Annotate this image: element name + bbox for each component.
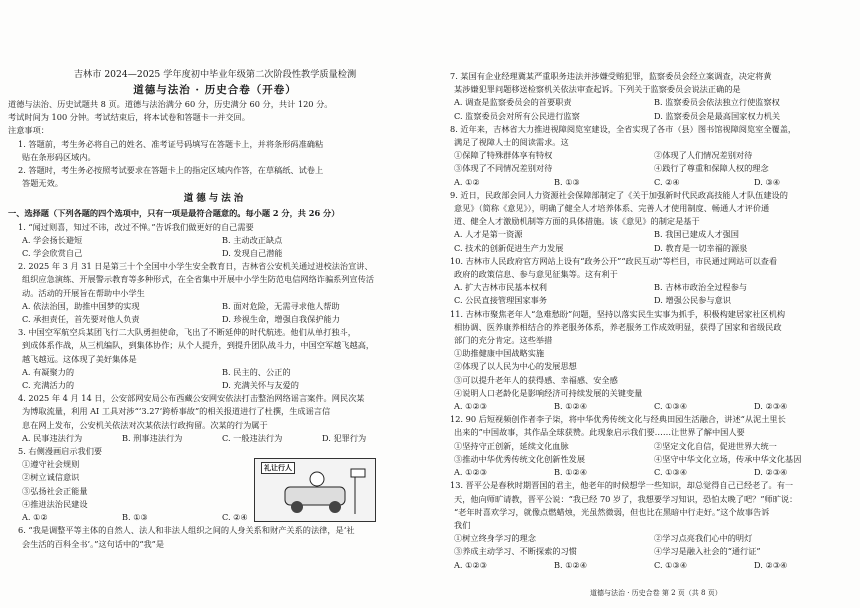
option: B. 面对危险，无需寻求他人帮助	[222, 300, 340, 311]
left-questions	[8, 221, 422, 551]
question-line: 某涉嫌犯罪问题移送检察机关依法审查起诉。下列关于监察委员会说法正确的是	[454, 84, 741, 95]
question-line	[8, 379, 422, 392]
question-line: 我们	[454, 519, 471, 530]
question-line	[440, 559, 854, 572]
question-line: 7. 某国有企业经理冀某严重职务违法并涉嫌受贿犯罪，监察委员会经立案调查，决定将黄	[450, 71, 772, 81]
question-line: 13. 晋平公是春秋时期晋国的君主，他老年的时候想学一些知识，却总觉得自己已经老了。有一	[450, 480, 794, 491]
option: A. 依法治国，助推中国梦的实现	[22, 300, 140, 311]
question-line: 4. 2025 年 4 月 14 日，公安部网安局公布西藏公安网安依法打击整治网络谣言案件。网民次某	[18, 393, 365, 404]
option: A. ①②	[454, 176, 480, 187]
exam-subtitle: 道德与法治 · 历史合卷（开卷）	[133, 84, 297, 96]
option: B. ①③	[554, 176, 580, 187]
question-line: 10. 吉林市人民政府官方网站上设有“政务公开”“政民互动”等栏目，市民通过网站可以查看	[450, 255, 778, 266]
question-line: ③可以提升老年人的获得感、幸福感、安全感	[454, 374, 618, 385]
question-line: 到成体系作战，从三机编队，到集体协作；从个人提升，到提升团队战斗力，中国空军越飞越高，	[22, 340, 375, 351]
option: A. ①②	[22, 512, 48, 523]
right-column	[440, 70, 854, 572]
option: ②学习点亮我们心中的明灯	[654, 533, 753, 544]
question-line: 会生活的百科全书’。”这句话中的“我”是	[22, 538, 165, 549]
intro-line: 考试时间为 100 分钟。考试结束后，将本试卷和答题卡一并交回。	[8, 112, 250, 123]
option: ④践行了尊重和保障人权的理念	[654, 163, 769, 174]
question-line: ④推进法治民建设	[22, 498, 88, 509]
question-line	[8, 366, 422, 379]
question-line	[440, 294, 854, 307]
option: C. 学会欣赏自己	[22, 248, 83, 259]
cartoon-caption: 礼让行人	[261, 462, 295, 474]
question-line: 8. 近年来，吉林省大力推进视障阅览室建设，全省实现了各市（县）图书馆视障阅览室全覆盖，	[450, 123, 797, 134]
option: ①保障了特殊群体享有特权	[454, 150, 553, 161]
option: B. 吉林市政治全过程参与	[654, 282, 748, 293]
option: B. ①③	[122, 512, 148, 523]
question-line	[440, 242, 854, 255]
option: B. 监察委员会依法独立行使监察权	[654, 97, 780, 108]
option: A. ①②③	[454, 467, 488, 478]
note-line: 2. 答题时，考生务必按照考试要求在答题卡上的指定区域内作答，在草稿纸、试卷上	[18, 165, 324, 176]
option: ④坚守中华文化立场，传承中华文化基因	[654, 453, 802, 464]
note-line: 答题无效。	[22, 178, 63, 189]
option: C. ①③④	[654, 559, 688, 570]
option: A. 有凝聚力的	[22, 366, 75, 377]
question-line: 5. 右侧漫画启示我们要	[18, 446, 103, 457]
question-line: 为博取流量，利用 AI 工具对涉“‘3.27’跨桥事故”的相关报道进行了杜撰，生成谣言信	[22, 406, 331, 417]
section-title: 道德与法治	[183, 193, 247, 205]
option: ②体现了人们情况差别对待	[654, 150, 753, 161]
question-line: 天，他向师旷请教，晋平公说：“我已经 70 岁了，我想要学习知识，恐怕太晚了吧？”师旷说：	[454, 493, 798, 504]
option: C. 监察委员会对所有公民进行监察	[454, 110, 580, 121]
question-line	[440, 281, 854, 294]
option: D. 犯罪行为	[322, 432, 367, 443]
question-line	[440, 545, 854, 558]
option: B. 民主的、公正的	[222, 366, 291, 377]
option: C. 承担责任，首先要对他人负责	[22, 314, 140, 325]
option: ④学习是融入社会的“通行证”	[654, 546, 761, 557]
question-line: 6. “我是调整平等主体的自然人、法人和非法人组织之间的人身关系和财产关系的法律，是‘社	[18, 525, 355, 536]
question-line: 道、健全人才激励机制等方面的具体措施。该《意见》的制定是基于	[454, 216, 700, 227]
part-title: 一、选择题（下列各题的四个选项中，只有一项是最符合题意的。每小题 2 分，共 26 分）	[8, 208, 340, 219]
question-line: 意见》（简称《意见》），明确了健全人才培养体系、完善人才使用制度、畅通人才评价通	[454, 203, 770, 214]
option: A. ①②③	[454, 559, 488, 570]
option: D. ③④	[754, 176, 781, 187]
question-line: 3. 中国空军航空兵某团飞行二大队勇担使命，飞出了不断延伸的时代航迹。他们从单打独斗，	[18, 327, 356, 338]
question-line: “老年时喜欢学习，就像点燃蜡烛，光虽然微弱，但也比在黑暗中行走好。”这个故事告诉	[454, 506, 770, 517]
option: A. 学会扬长避短	[22, 234, 83, 245]
question-line	[440, 453, 854, 466]
option: C. ①③④	[654, 401, 688, 412]
question-line: 息在网上发布，公安机关依法对次某依法行政拘留。次某的行为属于	[22, 419, 268, 430]
option: C. ②④	[654, 176, 680, 187]
question-line	[8, 234, 422, 247]
question-line: ③弘扬社会正能量	[22, 485, 88, 496]
note-line: 1. 答题前，考生务必将自己的姓名、准考证号码填写在答题卡上，并将条形码准确粘	[18, 138, 324, 149]
option: D. 发现自己潜能	[222, 248, 283, 259]
option: D. 监察委员会是最高国家权力机关	[654, 110, 781, 121]
question-line: 越飞越远。这体现了美好集体是	[22, 353, 137, 364]
question-line: 部门的充分肯定。这些举措	[454, 335, 553, 346]
question-line: 1. “闻过则喜，知过不讳，改过不惮。”告诉我们做更好的自己需要	[18, 221, 254, 232]
question-line	[440, 149, 854, 162]
question-line	[440, 96, 854, 109]
page-footer: 道德与法治 · 历史合卷 第 2 页（共 8 页）	[590, 589, 722, 597]
question-line: 相协调、医养康养相结合的养老服务体系，养老服务工作成效明显，获得了国家和省级民政	[454, 321, 782, 332]
question-line	[440, 400, 854, 413]
option: A. 调查是监察委员会的首要职责	[454, 97, 572, 108]
option: ①树立终身学习的理念	[454, 533, 536, 544]
question-line	[440, 532, 854, 545]
option: C. 公民直接管理国家事务	[454, 295, 548, 306]
option: D. 珍视生命，增强自我保护能力	[222, 314, 340, 325]
option: B. 刑事违法行为	[122, 432, 183, 443]
option: C. 一般违法行为	[222, 432, 283, 443]
question-line: ②体现了以人民为中心的发展思想	[454, 361, 577, 372]
exam-title: 吉林市 2024—2025 学年度初中毕业年级第二次阶段性教学质量检测	[73, 69, 357, 80]
option: D. ②③④	[754, 401, 788, 412]
question-line: 动。活动的开展旨在帮助中小学生	[22, 287, 145, 298]
intro-line: 注意事项：	[8, 125, 49, 136]
question-line	[440, 176, 854, 189]
question-line: 11. 吉林市聚焦老年人“急难愁盼”问题，坚持以落实民生实事为抓手，积极构建居家社区机构	[450, 308, 786, 319]
question-line	[8, 313, 422, 326]
option: D. ②③④	[754, 559, 788, 570]
option: A. 民事违法行为	[22, 432, 83, 443]
question-line: 出来的”中国故事，其作品全球获赞。此现象启示我们要……让世界了解中国人要	[454, 427, 745, 438]
option: A. 人才是第一资源	[454, 229, 523, 240]
intro-line: 道德与法治、历史试题共 8 页。道德与法治满分 60 分，历史满分 60 分，共计 120 分。	[8, 99, 333, 109]
question-line: ①遵守社会规则	[22, 459, 80, 470]
question-line	[440, 466, 854, 479]
option: A. 扩大吉林市民基本权利	[454, 282, 547, 293]
option: D. 充满关怀与友爱的	[222, 380, 299, 391]
option: B. 主动改正缺点	[222, 234, 283, 245]
option: C. 技术的创新促进生产力发展	[454, 242, 564, 253]
option: ①坚持守正创新，延续文化血脉	[454, 440, 569, 451]
question-line: 政府的政策信息、参与意见征集等。这有利于	[454, 269, 618, 280]
question-line	[8, 432, 422, 445]
note-line: 贴在条形码区域内。	[22, 151, 96, 162]
question-line: 2. 2025 年 3 月 31 日是第三十个全国中小学生安全教育日，吉林省公安机关通过进校法治宣讲、	[18, 261, 373, 272]
right-questions	[440, 70, 854, 572]
option: ③推动中华优秀传统文化创新性发展	[454, 453, 586, 464]
question-line: ①助推健康中国战略实施	[454, 348, 545, 359]
option: C. ②④	[222, 512, 248, 523]
question-line	[8, 300, 422, 313]
cartoon-illustration	[254, 458, 376, 522]
option: B. ①②④	[554, 467, 588, 478]
question-line: 组织应急演练、开展警示教育等多种形式，在全省集中开展中小学生防范电信网络诈骗系列宣传活	[22, 274, 375, 285]
option: D. 教育是一切幸福的源泉	[654, 242, 748, 253]
question-line: 9. 近日，民政部会同人力资源社会保障部制定了《关于加强新时代民政高技能人才队伍建设的	[450, 189, 788, 200]
left-column	[8, 70, 422, 551]
option: ②坚定文化自信，促进世界大统一	[654, 440, 777, 451]
question-line	[8, 247, 422, 260]
question-line: ④说明人口老龄化是影响经济可持续发展的关键变量	[454, 387, 643, 398]
option: A. ①②③	[454, 401, 488, 412]
option: C. 充满活力的	[22, 380, 75, 391]
option: C. ①③④	[654, 467, 688, 478]
option: B. ①②④	[554, 559, 588, 570]
question-line	[440, 440, 854, 453]
option: D. ②③④	[754, 467, 788, 478]
question-line: 满足了视障人士的阅读需求。这	[454, 137, 569, 148]
question-line: ②树立诚信意识	[22, 472, 80, 483]
question-line	[440, 110, 854, 123]
option: ③体现了不同情况差别对待	[454, 163, 553, 174]
option: B. 我国已建成人才强国	[654, 229, 739, 240]
question-line: 12. 90 后短视频创作者李子柒，将中华优秀传统文化与经典田园生活融合，讲述“从泥土里长	[450, 414, 786, 425]
option: D. 增强公民参与意识	[654, 295, 731, 306]
question-line	[440, 228, 854, 241]
option: B. ①②④	[554, 401, 588, 412]
question-line	[440, 162, 854, 175]
option: ③养成主动学习、不断探索的习惯	[454, 546, 577, 557]
